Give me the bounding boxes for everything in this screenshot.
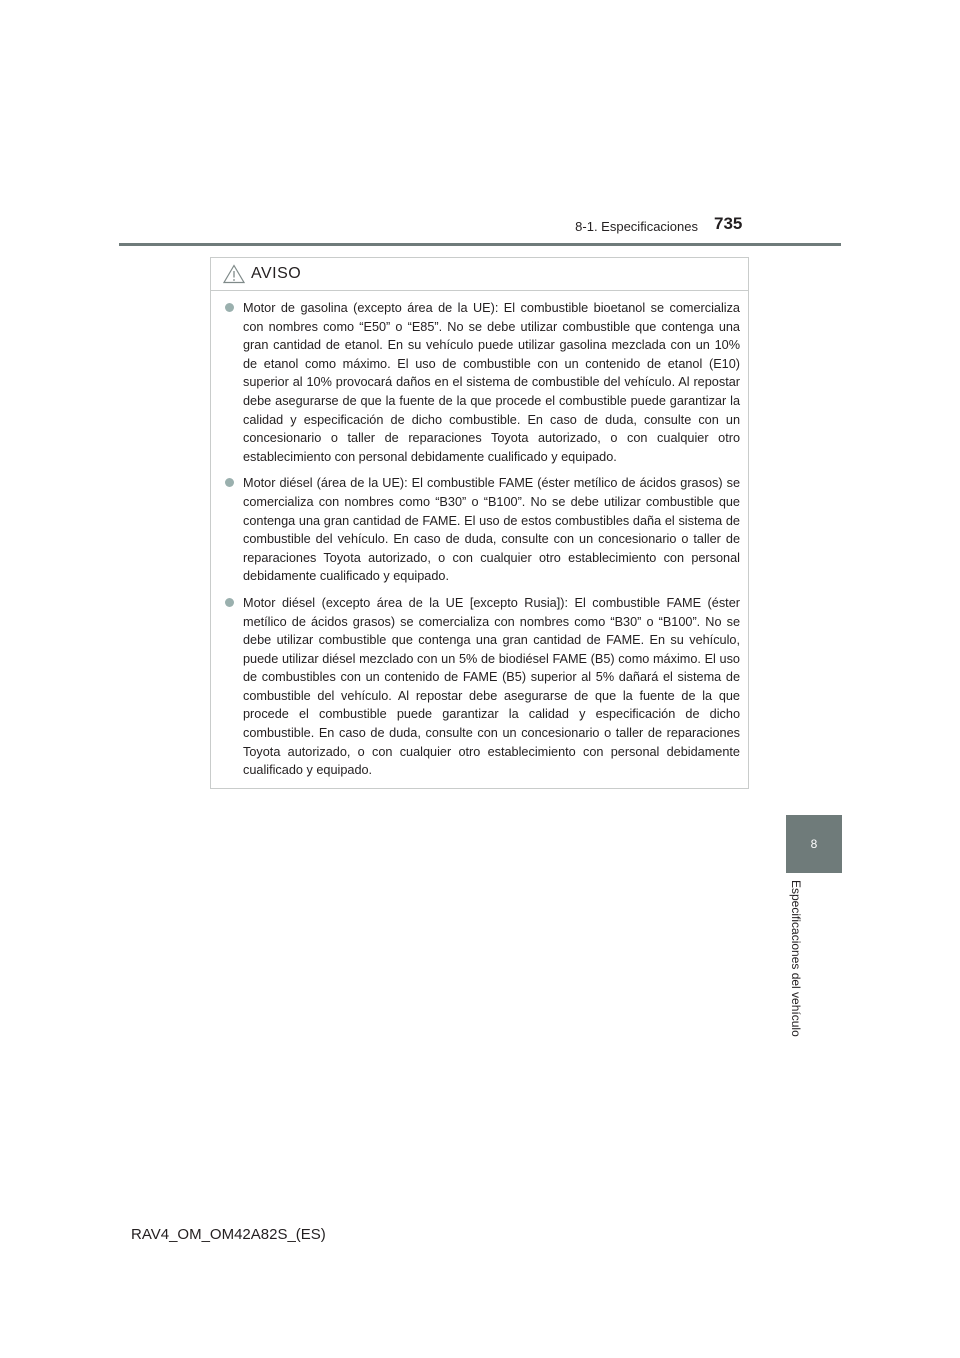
bullet-icon xyxy=(225,303,234,312)
chapter-tab xyxy=(786,815,842,873)
warning-list xyxy=(225,299,740,788)
header-divider xyxy=(119,243,841,246)
warning-header xyxy=(211,258,748,291)
document-code: RAV4_OM_OM42A82S_(ES) xyxy=(131,1226,326,1243)
warning-item-text: Motor de gasolina (excepto área de la UE): El combustible bioetanol se comercializa con nombres como “E50” o “E85”. No se debe utilizar combustible que contenga una gran cantidad de etanol. En su vehículo puede utilizar gasolina mezclada con un 10% de etanol como máximo. El uso de combustible con un contenido de etanol (E10) superior al 10% provocará daños en el sistema de combustible del vehículo. Al repostar debe asegurarse de que la fuente de la que procede el combustible puede garantizar la calidad y especificación de dicho combustible. En caso de duda, consulte con un concesionario o taller de reparaciones Toyota autorizado, o con cualquier otro establecimiento con personal debidamente cualificado y equipado. xyxy=(243,301,740,464)
chapter-number: 8 xyxy=(810,837,818,851)
chapter-title-vertical xyxy=(786,880,806,1050)
section-title: 8-1. Especificaciones xyxy=(575,219,698,234)
warning-item-diesel-eu xyxy=(225,474,740,586)
warning-box xyxy=(210,257,749,789)
warning-triangle-icon xyxy=(223,264,245,284)
warning-item-text: Motor diésel (excepto área de la UE [excepto Rusia]): El combustible FAME (éster metílico de ácidos grasos) se comercializa con nombres como “B30” o “B100”. No se debe utilizar combustible que contenga una gran cantidad de FAME. En su vehículo, puede utilizar diésel mezclado con un 5% de biodiésel FAME (B5) como máximo. El uso de combustibles con un contenido de FAME (B5) superior al 5% dañará el sistema de combustible del vehículo. Al repostar debe asegurarse de que la fuente de la que procede el combustible puede garantizar la calidad y especificación de dicho combustible. En caso de duda, consulte con un concesionario o taller de reparaciones Toyota autorizado, o con cualquier otro establecimiento con personal debidamente cualificado y equipado. xyxy=(243,595,740,778)
page-number: 735 xyxy=(714,214,743,233)
bullet-icon xyxy=(225,478,234,487)
chapter-title: Especificaciones del vehículo xyxy=(789,880,803,1037)
warning-item-gasoline xyxy=(225,299,740,466)
warning-item-text: Motor diésel (área de la UE): El combustible FAME (éster metílico de ácidos grasos) se comercializa con nombres como “B30” o “B100”. No se debe utilizar combustible que contenga una gran cantidad de FAME. El uso de estos combustibles daña el sistema de combustible del vehículo. En caso de duda, consulte con un concesionario o taller de reparaciones Toyota autorizado, o con cualquier otro establecimiento con personal debidamente cualificado y equipado. xyxy=(243,476,740,584)
bullet-icon xyxy=(225,598,234,607)
warning-title: AVISO xyxy=(251,265,302,282)
warning-item-diesel-non-eu xyxy=(225,594,740,780)
